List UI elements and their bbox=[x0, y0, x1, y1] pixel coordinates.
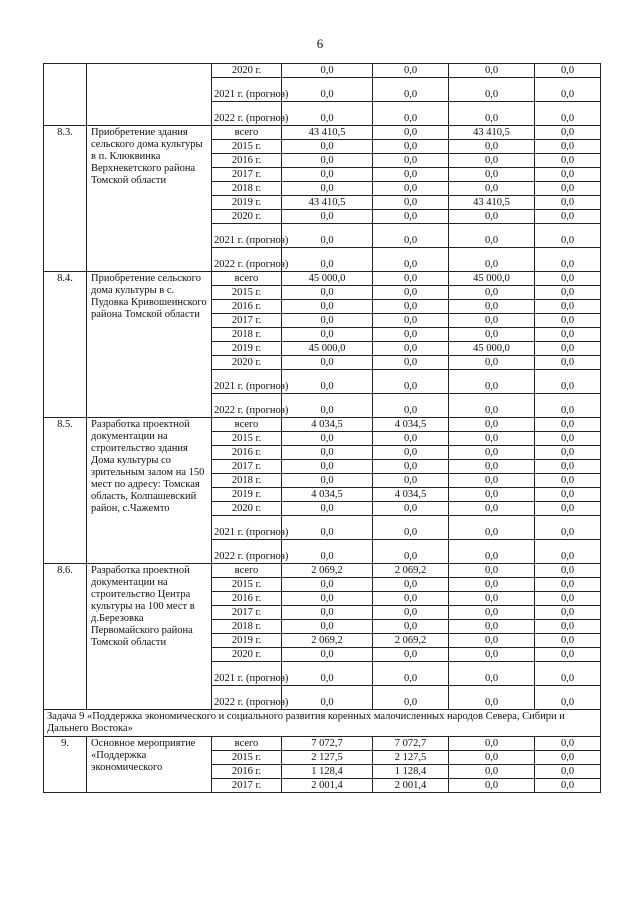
amount-cell: 0,0 bbox=[535, 102, 601, 126]
amount-cell: 0,0 bbox=[373, 196, 449, 210]
amount-cell: 45 000,0 bbox=[449, 272, 535, 286]
amount-cell: 0,0 bbox=[373, 182, 449, 196]
amount-cell: 0,0 bbox=[373, 102, 449, 126]
amount-cell: 0,0 bbox=[535, 686, 601, 710]
amount-cell: 0,0 bbox=[282, 474, 373, 488]
period-cell: 2018 г. bbox=[212, 182, 282, 196]
amount-cell: 0,0 bbox=[373, 210, 449, 224]
amount-cell: 45 000,0 bbox=[282, 342, 373, 356]
task-heading-row bbox=[44, 710, 601, 737]
amount-cell: 0,0 bbox=[535, 272, 601, 286]
amount-cell: 0,0 bbox=[282, 432, 373, 446]
amount-cell: 0,0 bbox=[449, 592, 535, 606]
amount-cell: 0,0 bbox=[282, 224, 373, 248]
amount-cell: 0,0 bbox=[282, 620, 373, 634]
amount-cell: 0,0 bbox=[282, 154, 373, 168]
amount-cell: 0,0 bbox=[535, 210, 601, 224]
item-name: Приобретение здания сельского дома культуры в п. Клюквинка Верхнекетского района Томской области bbox=[87, 126, 212, 272]
amount-cell: 0,0 bbox=[373, 168, 449, 182]
amount-cell: 0,0 bbox=[373, 356, 449, 370]
table-row bbox=[44, 126, 601, 140]
amount-cell: 0,0 bbox=[373, 460, 449, 474]
amount-cell: 43 410,5 bbox=[449, 126, 535, 140]
period-cell: 2022 г. (прогноз) bbox=[212, 394, 282, 418]
amount-cell: 45 000,0 bbox=[449, 342, 535, 356]
amount-cell: 0,0 bbox=[282, 502, 373, 516]
amount-cell: 0,0 bbox=[535, 460, 601, 474]
amount-cell: 0,0 bbox=[449, 446, 535, 460]
amount-cell: 0,0 bbox=[449, 394, 535, 418]
amount-cell: 0,0 bbox=[373, 224, 449, 248]
amount-cell: 0,0 bbox=[535, 154, 601, 168]
period-cell: 2020 г. bbox=[212, 502, 282, 516]
item-name: Основное мероприятие «Поддержка экономического bbox=[87, 737, 212, 793]
amount-cell: 0,0 bbox=[373, 140, 449, 154]
amount-cell: 0,0 bbox=[449, 516, 535, 540]
amount-cell: 0,0 bbox=[449, 64, 535, 78]
amount-cell: 0,0 bbox=[449, 474, 535, 488]
period-cell: всего bbox=[212, 418, 282, 432]
amount-cell: 0,0 bbox=[373, 662, 449, 686]
amount-cell: 2 001,4 bbox=[282, 779, 373, 793]
period-cell: 2020 г. bbox=[212, 210, 282, 224]
budget-table bbox=[43, 63, 601, 793]
period-cell: 2016 г. bbox=[212, 446, 282, 460]
amount-cell: 0,0 bbox=[535, 446, 601, 460]
amount-cell: 0,0 bbox=[373, 126, 449, 140]
amount-cell: 0,0 bbox=[282, 140, 373, 154]
amount-cell: 0,0 bbox=[535, 488, 601, 502]
amount-cell: 0,0 bbox=[535, 620, 601, 634]
amount-cell: 0,0 bbox=[449, 248, 535, 272]
period-cell: всего bbox=[212, 564, 282, 578]
amount-cell: 0,0 bbox=[282, 102, 373, 126]
amount-cell: 0,0 bbox=[282, 64, 373, 78]
period-cell: 2016 г. bbox=[212, 765, 282, 779]
amount-cell: 0,0 bbox=[535, 737, 601, 751]
period-cell: 2019 г. bbox=[212, 196, 282, 210]
period-cell: 2022 г. (прогноз) bbox=[212, 686, 282, 710]
amount-cell: 0,0 bbox=[373, 516, 449, 540]
amount-cell: 0,0 bbox=[373, 272, 449, 286]
amount-cell: 0,0 bbox=[535, 342, 601, 356]
period-cell: 2015 г. bbox=[212, 432, 282, 446]
period-cell: 2022 г. (прогноз) bbox=[212, 540, 282, 564]
period-cell: всего bbox=[212, 737, 282, 751]
amount-cell: 4 034,5 bbox=[282, 488, 373, 502]
period-cell: 2020 г. bbox=[212, 648, 282, 662]
amount-cell: 0,0 bbox=[449, 286, 535, 300]
amount-cell: 0,0 bbox=[373, 432, 449, 446]
amount-cell: 0,0 bbox=[535, 516, 601, 540]
period-cell: 2021 г. (прогноз) bbox=[212, 370, 282, 394]
amount-cell: 0,0 bbox=[449, 737, 535, 751]
amount-cell: 0,0 bbox=[449, 662, 535, 686]
amount-cell: 0,0 bbox=[535, 578, 601, 592]
amount-cell: 0,0 bbox=[535, 634, 601, 648]
amount-cell: 0,0 bbox=[373, 578, 449, 592]
item-number: 8.3. bbox=[44, 126, 87, 272]
item-name: Приобретение сельского дома культуры в с. Пудовка Кривошеинского района Томской области bbox=[87, 272, 212, 418]
item-number: 8.6. bbox=[44, 564, 87, 710]
amount-cell: 0,0 bbox=[282, 314, 373, 328]
amount-cell: 2 069,2 bbox=[282, 634, 373, 648]
amount-cell: 0,0 bbox=[282, 182, 373, 196]
item-number: 8.4. bbox=[44, 272, 87, 418]
amount-cell: 0,0 bbox=[535, 140, 601, 154]
period-cell: 2019 г. bbox=[212, 488, 282, 502]
amount-cell: 0,0 bbox=[535, 474, 601, 488]
amount-cell: 0,0 bbox=[449, 78, 535, 102]
amount-cell: 0,0 bbox=[535, 314, 601, 328]
period-cell: всего bbox=[212, 272, 282, 286]
amount-cell: 0,0 bbox=[373, 342, 449, 356]
period-cell: 2015 г. bbox=[212, 140, 282, 154]
amount-cell: 0,0 bbox=[449, 686, 535, 710]
amount-cell: 0,0 bbox=[282, 78, 373, 102]
period-cell: 2018 г. bbox=[212, 474, 282, 488]
period-cell: 2019 г. bbox=[212, 342, 282, 356]
amount-cell: 43 410,5 bbox=[449, 196, 535, 210]
amount-cell: 0,0 bbox=[373, 314, 449, 328]
amount-cell: 0,0 bbox=[373, 592, 449, 606]
item-name: Разработка проектной документации на строительство Центра культуры на 100 мест в д.Березовка Первомайского района Томской области bbox=[87, 564, 212, 710]
amount-cell: 0,0 bbox=[373, 370, 449, 394]
amount-cell: 0,0 bbox=[373, 686, 449, 710]
amount-cell: 0,0 bbox=[282, 540, 373, 564]
period-cell: всего bbox=[212, 126, 282, 140]
amount-cell: 0,0 bbox=[449, 314, 535, 328]
amount-cell: 0,0 bbox=[449, 460, 535, 474]
amount-cell: 0,0 bbox=[449, 168, 535, 182]
amount-cell: 0,0 bbox=[282, 328, 373, 342]
amount-cell: 7 072,7 bbox=[373, 737, 449, 751]
amount-cell: 0,0 bbox=[535, 540, 601, 564]
amount-cell: 0,0 bbox=[282, 606, 373, 620]
amount-cell: 0,0 bbox=[449, 432, 535, 446]
amount-cell: 2 069,2 bbox=[282, 564, 373, 578]
amount-cell: 0,0 bbox=[535, 182, 601, 196]
period-cell: 2016 г. bbox=[212, 592, 282, 606]
amount-cell: 0,0 bbox=[449, 751, 535, 765]
amount-cell: 0,0 bbox=[373, 286, 449, 300]
amount-cell: 0,0 bbox=[449, 779, 535, 793]
amount-cell: 0,0 bbox=[535, 779, 601, 793]
amount-cell: 0,0 bbox=[449, 502, 535, 516]
amount-cell: 0,0 bbox=[535, 126, 601, 140]
amount-cell: 0,0 bbox=[449, 140, 535, 154]
amount-cell: 0,0 bbox=[449, 648, 535, 662]
period-cell: 2020 г. bbox=[212, 64, 282, 78]
period-cell: 2021 г. (прогноз) bbox=[212, 78, 282, 102]
amount-cell: 0,0 bbox=[373, 394, 449, 418]
period-cell: 2022 г. (прогноз) bbox=[212, 248, 282, 272]
amount-cell: 0,0 bbox=[449, 182, 535, 196]
amount-cell: 0,0 bbox=[535, 394, 601, 418]
amount-cell: 0,0 bbox=[282, 168, 373, 182]
amount-cell: 0,0 bbox=[449, 488, 535, 502]
amount-cell: 0,0 bbox=[449, 606, 535, 620]
amount-cell: 0,0 bbox=[282, 286, 373, 300]
amount-cell: 0,0 bbox=[449, 224, 535, 248]
amount-cell: 0,0 bbox=[535, 78, 601, 102]
amount-cell: 0,0 bbox=[535, 648, 601, 662]
amount-cell: 0,0 bbox=[282, 394, 373, 418]
period-cell: 2022 г. (прогноз) bbox=[212, 102, 282, 126]
page-number: 6 bbox=[316, 36, 324, 51]
item-name bbox=[87, 64, 212, 126]
amount-cell: 0,0 bbox=[449, 765, 535, 779]
amount-cell: 0,0 bbox=[535, 662, 601, 686]
amount-cell: 0,0 bbox=[282, 648, 373, 662]
period-cell: 2017 г. bbox=[212, 779, 282, 793]
amount-cell: 0,0 bbox=[282, 578, 373, 592]
period-cell: 2017 г. bbox=[212, 606, 282, 620]
amount-cell: 0,0 bbox=[535, 286, 601, 300]
amount-cell: 0,0 bbox=[535, 370, 601, 394]
amount-cell: 0,0 bbox=[373, 328, 449, 342]
period-cell: 2018 г. bbox=[212, 620, 282, 634]
amount-cell: 0,0 bbox=[373, 474, 449, 488]
amount-cell: 0,0 bbox=[449, 210, 535, 224]
amount-cell: 0,0 bbox=[373, 446, 449, 460]
period-cell: 2021 г. (прогноз) bbox=[212, 662, 282, 686]
amount-cell: 0,0 bbox=[373, 606, 449, 620]
period-cell: 2020 г. bbox=[212, 356, 282, 370]
amount-cell: 2 069,2 bbox=[373, 634, 449, 648]
amount-cell: 0,0 bbox=[535, 765, 601, 779]
period-cell: 2019 г. bbox=[212, 634, 282, 648]
table-row bbox=[44, 64, 601, 78]
table-row bbox=[44, 564, 601, 578]
amount-cell: 0,0 bbox=[373, 248, 449, 272]
amount-cell: 0,0 bbox=[373, 64, 449, 78]
amount-cell: 45 000,0 bbox=[282, 272, 373, 286]
task-heading: Задача 9 «Поддержка экономического и социального развития коренных малочисленных народов Севера, Сибири и Дальнего Востока» bbox=[44, 710, 601, 737]
amount-cell: 0,0 bbox=[449, 328, 535, 342]
period-cell: 2016 г. bbox=[212, 300, 282, 314]
amount-cell: 0,0 bbox=[282, 446, 373, 460]
period-cell: 2017 г. bbox=[212, 314, 282, 328]
amount-cell: 0,0 bbox=[535, 196, 601, 210]
amount-cell: 43 410,5 bbox=[282, 126, 373, 140]
amount-cell: 0,0 bbox=[535, 432, 601, 446]
amount-cell: 0,0 bbox=[373, 300, 449, 314]
amount-cell: 4 034,5 bbox=[282, 418, 373, 432]
amount-cell: 0,0 bbox=[535, 168, 601, 182]
amount-cell: 0,0 bbox=[535, 224, 601, 248]
amount-cell: 4 034,5 bbox=[373, 488, 449, 502]
amount-cell: 0,0 bbox=[282, 356, 373, 370]
period-cell: 2017 г. bbox=[212, 168, 282, 182]
amount-cell: 0,0 bbox=[282, 686, 373, 710]
item-number: 9. bbox=[44, 737, 87, 793]
amount-cell: 43 410,5 bbox=[282, 196, 373, 210]
amount-cell: 0,0 bbox=[282, 248, 373, 272]
amount-cell: 0,0 bbox=[535, 592, 601, 606]
table-row bbox=[44, 272, 601, 286]
amount-cell: 0,0 bbox=[535, 751, 601, 765]
period-cell: 2015 г. bbox=[212, 578, 282, 592]
amount-cell: 2 069,2 bbox=[373, 564, 449, 578]
amount-cell: 0,0 bbox=[449, 564, 535, 578]
amount-cell: 1 128,4 bbox=[373, 765, 449, 779]
amount-cell: 0,0 bbox=[373, 154, 449, 168]
amount-cell: 0,0 bbox=[282, 460, 373, 474]
amount-cell: 0,0 bbox=[449, 620, 535, 634]
amount-cell: 0,0 bbox=[535, 564, 601, 578]
amount-cell: 0,0 bbox=[449, 634, 535, 648]
amount-cell: 0,0 bbox=[282, 592, 373, 606]
amount-cell: 0,0 bbox=[535, 418, 601, 432]
amount-cell: 0,0 bbox=[535, 502, 601, 516]
amount-cell: 4 034,5 bbox=[373, 418, 449, 432]
item-name: Разработка проектной документации на строительство здания Дома культуры со зрительным залом на 150 мест по адресу: Томская область, Колпашевский район, с.Чажемто bbox=[87, 418, 212, 564]
amount-cell: 0,0 bbox=[373, 648, 449, 662]
amount-cell: 0,0 bbox=[449, 540, 535, 564]
period-cell: 2015 г. bbox=[212, 751, 282, 765]
amount-cell: 0,0 bbox=[449, 370, 535, 394]
period-cell: 2016 г. bbox=[212, 154, 282, 168]
amount-cell: 2 001,4 bbox=[373, 779, 449, 793]
amount-cell: 0,0 bbox=[282, 662, 373, 686]
amount-cell: 0,0 bbox=[282, 300, 373, 314]
amount-cell: 2 127,5 bbox=[282, 751, 373, 765]
amount-cell: 0,0 bbox=[535, 356, 601, 370]
amount-cell: 0,0 bbox=[535, 248, 601, 272]
amount-cell: 0,0 bbox=[535, 606, 601, 620]
period-cell: 2017 г. bbox=[212, 460, 282, 474]
period-cell: 2021 г. (прогноз) bbox=[212, 516, 282, 540]
amount-cell: 0,0 bbox=[282, 516, 373, 540]
amount-cell: 0,0 bbox=[449, 418, 535, 432]
amount-cell: 0,0 bbox=[373, 540, 449, 564]
amount-cell: 0,0 bbox=[373, 78, 449, 102]
amount-cell: 0,0 bbox=[449, 102, 535, 126]
period-cell: 2015 г. bbox=[212, 286, 282, 300]
table-row bbox=[44, 737, 601, 751]
amount-cell: 0,0 bbox=[535, 300, 601, 314]
amount-cell: 0,0 bbox=[535, 328, 601, 342]
amount-cell: 0,0 bbox=[282, 370, 373, 394]
amount-cell: 0,0 bbox=[282, 210, 373, 224]
item-number bbox=[44, 64, 87, 126]
amount-cell: 0,0 bbox=[449, 356, 535, 370]
amount-cell: 1 128,4 bbox=[282, 765, 373, 779]
amount-cell: 0,0 bbox=[373, 502, 449, 516]
amount-cell: 2 127,5 bbox=[373, 751, 449, 765]
amount-cell: 0,0 bbox=[535, 64, 601, 78]
amount-cell: 0,0 bbox=[449, 154, 535, 168]
amount-cell: 0,0 bbox=[449, 578, 535, 592]
period-cell: 2018 г. bbox=[212, 328, 282, 342]
item-number: 8.5. bbox=[44, 418, 87, 564]
amount-cell: 7 072,7 bbox=[282, 737, 373, 751]
amount-cell: 0,0 bbox=[373, 620, 449, 634]
amount-cell: 0,0 bbox=[449, 300, 535, 314]
table-row bbox=[44, 418, 601, 432]
period-cell: 2021 г. (прогноз) bbox=[212, 224, 282, 248]
